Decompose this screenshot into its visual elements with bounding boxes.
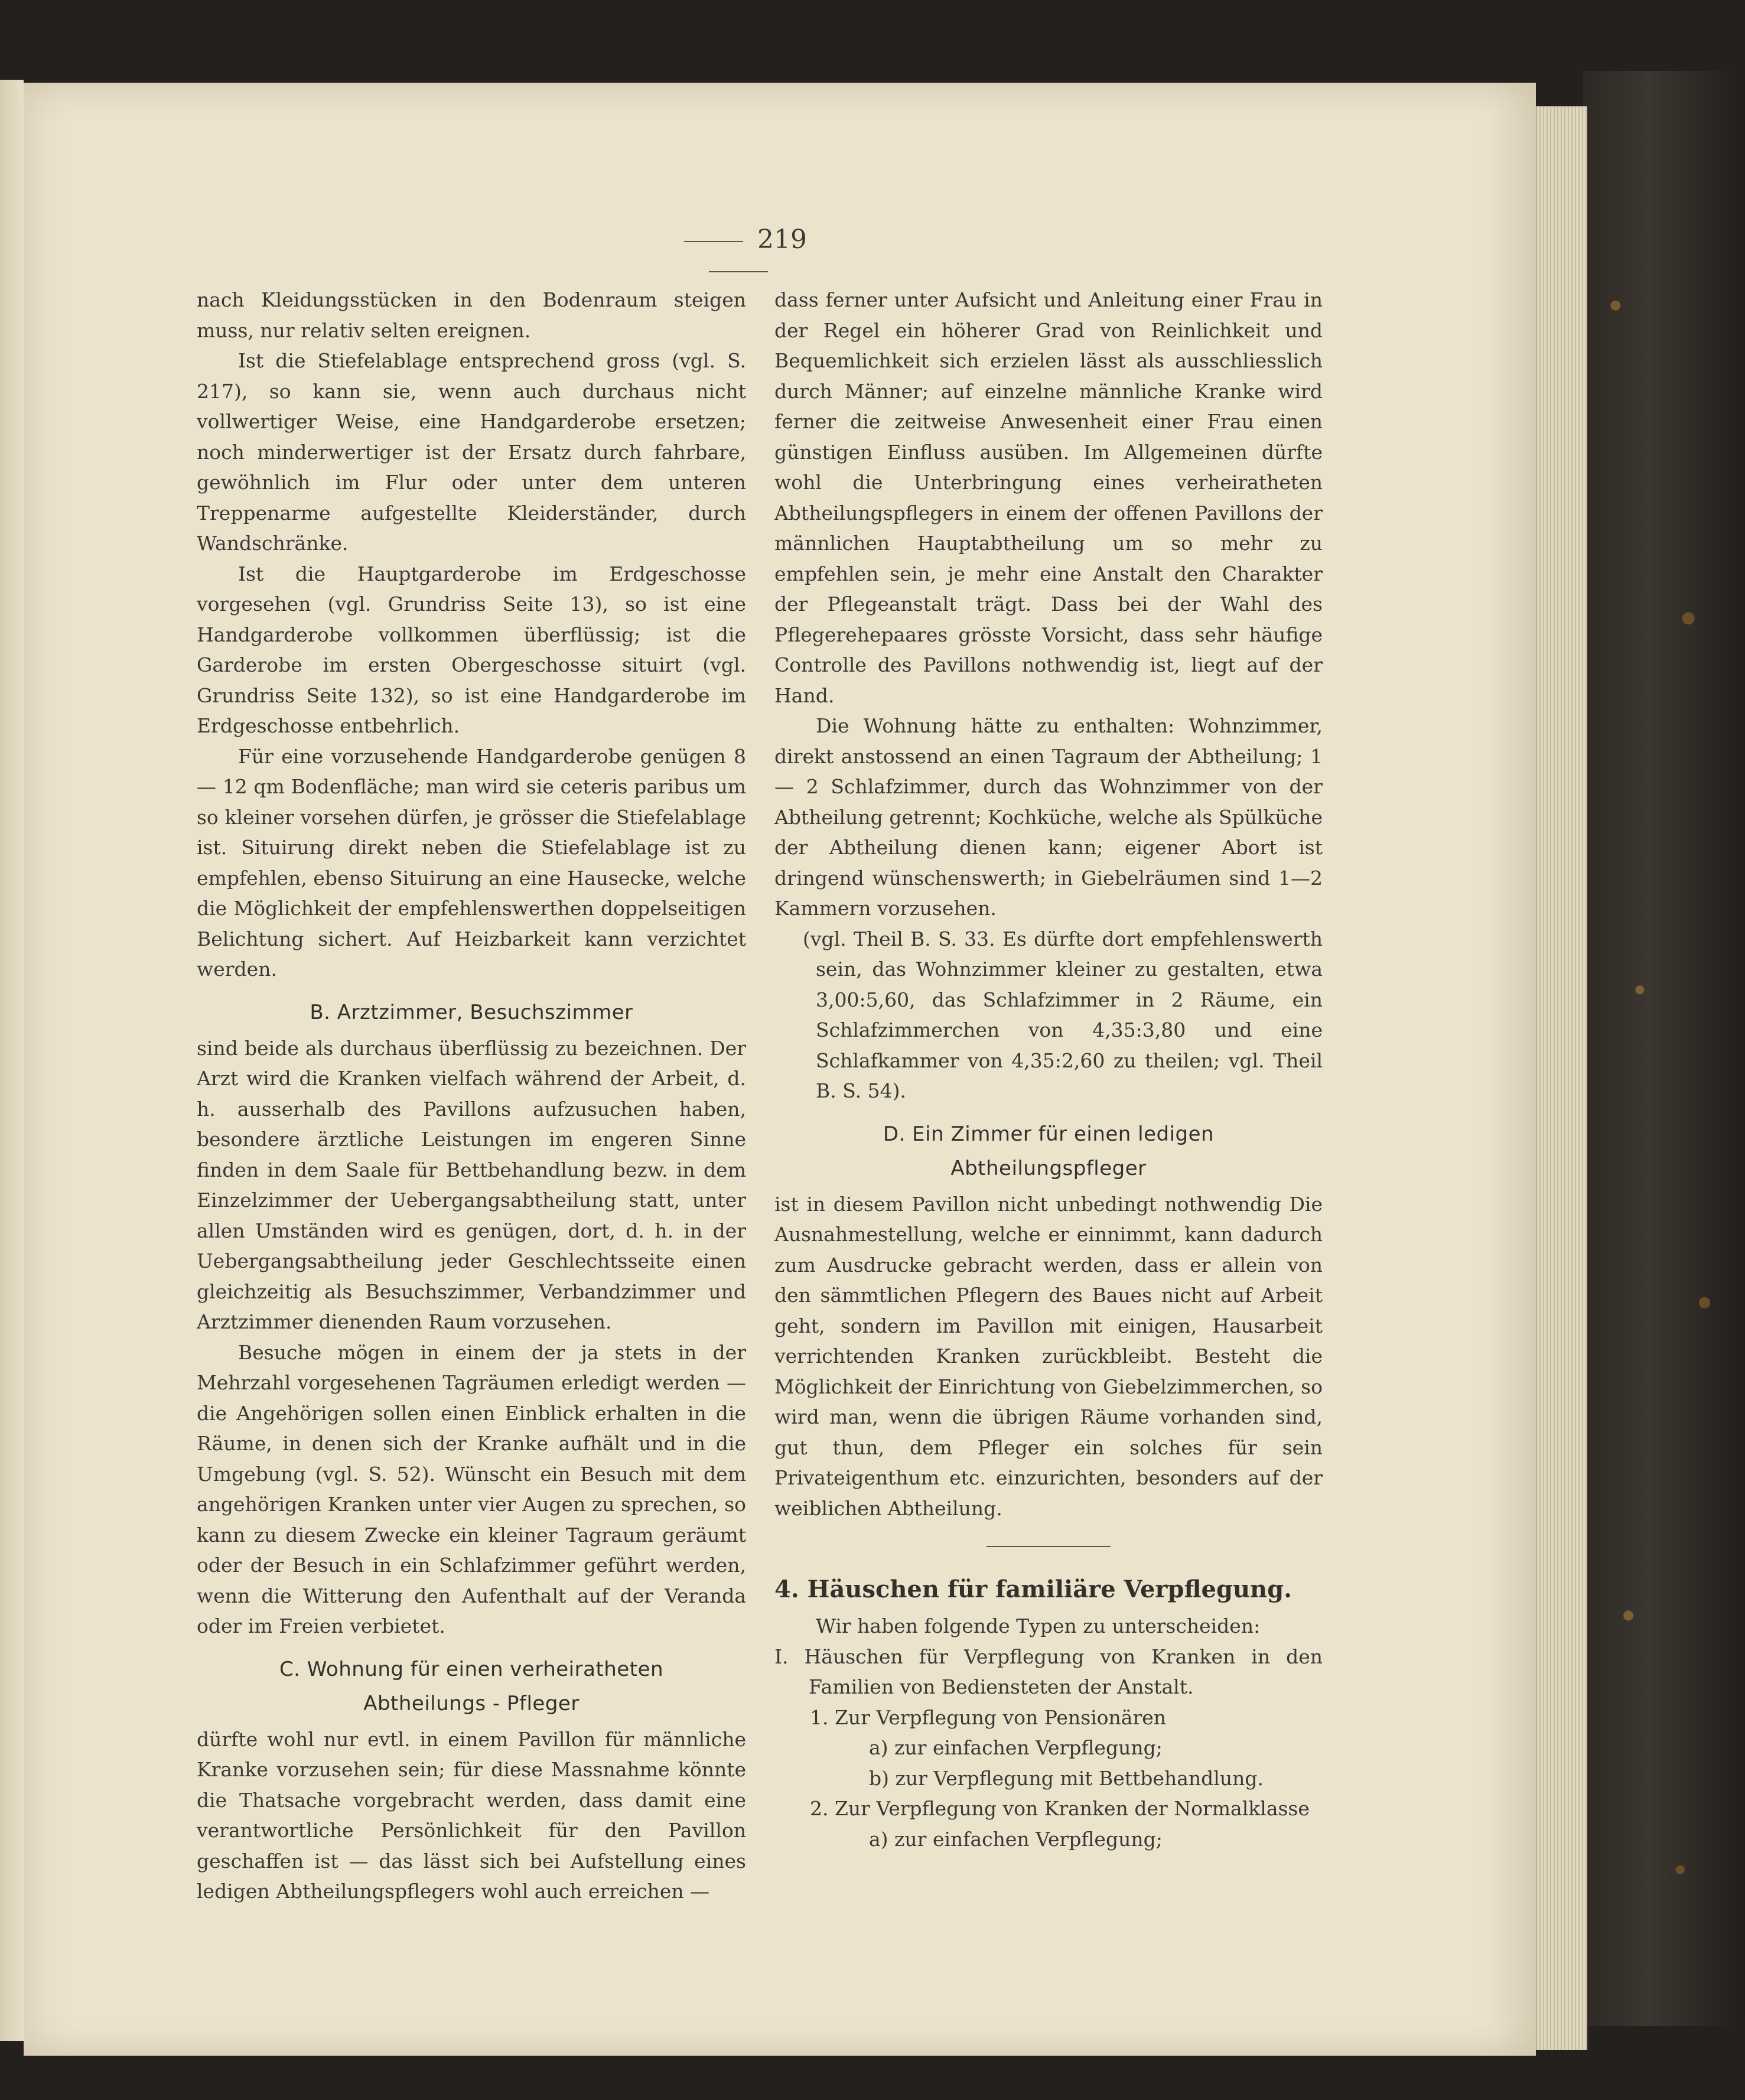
page-edges	[1536, 106, 1587, 2050]
left-page-edge	[0, 80, 24, 2041]
section-heading-b: B. Arztzimmer, Besuchszimmer	[310, 1000, 633, 1024]
paragraph: Besuche mögen in einem der ja stets in der Mehrzahl vorgesehenen Tagräumen erledigt werden — die Angehörigen sollen einen Einblick erhalten in die Räume, in denen sich der Kranke aufhält und in die Umgebung (vgl. S. 52). Wünscht ein Besuch mit dem angehörigen Kranken unter vier Augen zu sprechen, so kann zu diesem Zwecke ein kleiner Tagraum geräumt oder der Besuch in ein Schlafzimmer geführt werden, wenn die Witterung den Aufenthalt auf der Veranda oder im Freien verbietet.	[197, 1340, 746, 1637]
left-column	[197, 285, 746, 1907]
paragraph: Ist die Stiefelablage entsprechend gross (vgl. S. 217), so kann sie, wenn auch durchaus nicht vollwertiger Weise, eine Handgarderobe ersetzen; noch minderwertiger ist der Ersatz durch fahrbare, gewöhnlich im Flur oder unter dem unteren Treppenarme aufgestellte Kleiderständer, durch Wandschränke.	[197, 349, 746, 555]
paragraph: Die Wohnung hätte zu enthalten: Wohnzimmer, direkt anstossend an einen Tagraum der Abtheilung; 1 — 2 Schlafzimmer, durch das Wohnzimmer von der Abtheilung getrennt; Kochküche, welche als Spülküche der Abtheilung dienen kann; eigener Abort ist dringend wünschenswerth; in Giebelräumen sind 1—2 Kammern vorzusehen.	[774, 714, 1323, 920]
paragraph: dürfte wohl nur evtl. in einem Pavillon für männliche Kranke vorzusehen sein; für diese Massnahme könnte die Thatsache vorgebracht werden, dass damit eine verantwortliche Persönlichkeit für den Pavillon geschaffen ist — das lässt sich bei Aufstellung eines ledigen Abtheilungspflegers wohl auch erreichen —	[197, 1727, 746, 1903]
list-item: a) zur einfachen Verpflegung;	[869, 1736, 1163, 1759]
paragraph: Für eine vorzusehende Handgarderobe genügen 8 — 12 qm Bodenfläche; man wird sie ceteris paribus um so kleiner vorsehen dürfen, je grösser die Stiefelablage ist. Situirung direkt neben die Stiefelablage ist zu empfehlen, ebenso Situirung an eine Hausecke, welche die Möglichkeit der empfehlenswerthen doppelseitigen Belichtung sichert. Auf Heizbarkeit kann verzichtet werden.	[197, 744, 746, 981]
chapter-heading-4: 4. Häuschen für familiäre Verpflegung.	[774, 1575, 1292, 1603]
type-list	[774, 1642, 1323, 1855]
paragraph-reference: (vgl. Theil B. S. 33. Es dürfte dort empfehlenswerth sein, das Wohnzimmer kleiner zu gestalten, etwa 3,00:5,60, das Schlafzimmer in 2 Räume, ein Schlafzimmerchen von 4,35:3,80 und eine Schlafkammer von 4,35:2,60 zu theilen; vgl. Theil B. S. 54).	[803, 927, 1323, 1102]
rule-right	[709, 271, 768, 272]
section-heading-d-line2: Abtheilungspfleger	[950, 1156, 1147, 1180]
right-column	[774, 285, 1323, 1854]
paragraph: sind beide als durchaus überflüssig zu bezeichnen. Der Arzt wird die Kranken vielfach während der Arbeit, d. h. ausserhalb des Pavillons aufzusuchen haben, besondere ärztliche Leistungen im engeren Sinne finden in dem Saale für Bettbehandlung bezw. in dem Einzelzimmer der Uebergangsabtheilung statt, unter allen Umständen wird es genügen, dort, d. h. in der Uebergangsabtheilung jeder Geschlechtsseite einen gleichzeitig als Besuchszimmer, Verbandzimmer und Arztzimmer dienenden Raum vorzusehen.	[197, 1036, 746, 1333]
list-item: I. Häuschen für Verpflegung von Kranken in den Familien von Bediensteten der Anstalt.	[774, 1645, 1323, 1698]
section-heading-c-line2: Abtheilungs - Pfleger	[363, 1691, 580, 1715]
paragraph: dass ferner unter Aufsicht und Anleitung einer Frau in der Regel ein höherer Grad von Reinlichkeit und Bequemlichkeit sich erzielen lässt als ausschliesslich durch Männer; auf einzelne männliche Kranke wird ferner die zeitweise Anwesenheit einer Frau einen günstigen Einfluss ausüben. Im Allgemeinen dürfte wohl die Unterbringung eines verheiratheten Abtheilungspflegers in einem der offenen Pavillons der männlichen Hauptabtheilung um so mehr zu empfehlen sein, je mehr eine Anstalt den Charakter der Pflegeanstalt trägt. Dass bei der Wahl des Pflegerehepaares grösste Vorsicht, dass sehr häufige Controlle des Pavillons nothwendig ist, liegt auf der Hand.	[774, 288, 1323, 707]
book-cover-board	[1583, 71, 1745, 2026]
section-heading-d-line1: D. Ein Zimmer für einen ledigen	[883, 1122, 1215, 1146]
rule-left	[684, 241, 743, 242]
page-number-text: 219	[757, 224, 807, 255]
list-item: 1. Zur Verpflegung von Pensionären	[810, 1705, 1167, 1729]
list-item: b) zur Verpflegung mit Bettbehandlung.	[869, 1766, 1264, 1790]
paragraph: Ist die Hauptgarderobe im Erdgeschosse vorgesehen (vgl. Grundriss Seite 13), so ist eine Handgarderobe vollkommen überflüssig; ist die Garderobe im ersten Obergeschosse situirt (vgl. Grundriss Seite 132), so ist eine Handgarderobe im Erdgeschosse entbehrlich.	[197, 562, 746, 737]
list-item: 2. Zur Verpflegung von Kranken der Normalklasse	[810, 1797, 1310, 1820]
paragraph: Wir haben folgende Typen zu unterscheiden:	[816, 1614, 1261, 1637]
page-number	[650, 224, 827, 285]
paragraph: ist in diesem Pavillon nicht unbedingt nothwendig Die Ausnahmestellung, welche er einnimmt, kann dadurch zum Ausdrucke gebracht werden, dass er allein von den sämmtlichen Pflegern des Baues nicht auf Arbeit geht, sondern im Pavillon mit einigen, Hausarbeit verrichtenden Kranken zurückbleibt. Besteht die Möglichkeit der Einrichtung von Giebelzimmerchen, so wird man, wenn die übrigen Räume vorhanden sind, gut thun, dem Pfleger ein solches für sein Privateigenthum etc. einzurichten, besonders auf der weiblichen Abtheilung.	[774, 1192, 1323, 1520]
section-heading-c-line1: C. Wohnung für einen verheiratheten	[279, 1657, 664, 1681]
paragraph: nach Kleidungsstücken in den Bodenraum steigen muss, nur relativ selten ereignen.	[197, 288, 746, 342]
section-divider	[987, 1546, 1111, 1547]
list-item: a) zur einfachen Verpflegung;	[869, 1827, 1163, 1851]
